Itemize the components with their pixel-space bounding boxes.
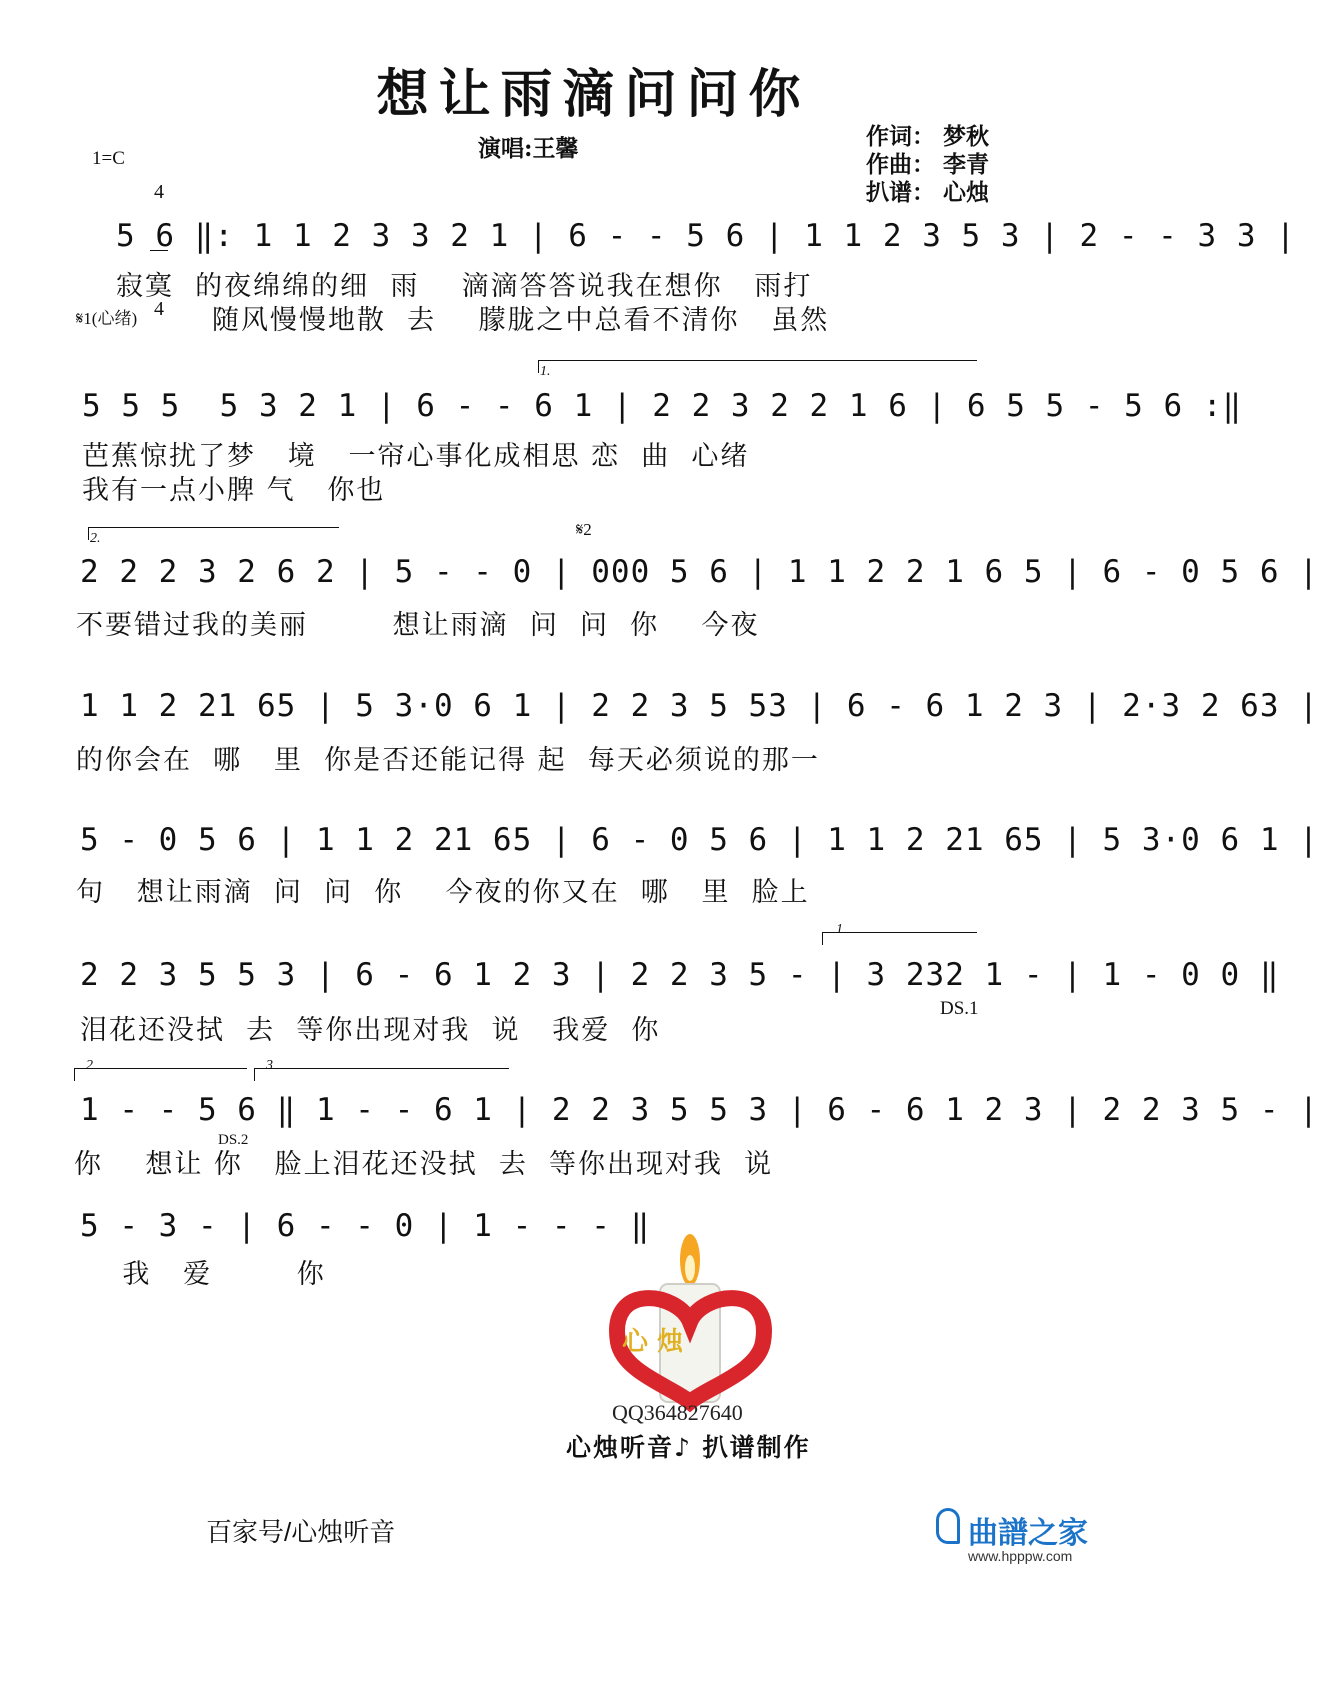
volta-number: 1. bbox=[540, 364, 551, 379]
score-row-lyrics: 的你会在 哪 里 你是否还能记得 起 每天必须说的那一 bbox=[76, 745, 820, 776]
ds-marker: DS.2 bbox=[218, 1132, 249, 1148]
score-row-lyrics: 泪花还没拭 去 等你出现对我 说 我爱 你 bbox=[80, 1015, 661, 1046]
volta-bracket bbox=[822, 932, 977, 945]
footer-text: 百家号/心烛听音 bbox=[206, 1517, 396, 1547]
key-signature: 1=C bbox=[92, 148, 125, 169]
lyricist-credit: 作词： 梦秋 bbox=[866, 123, 990, 150]
volta-bracket bbox=[88, 527, 339, 540]
volta-number: 3 bbox=[266, 1058, 273, 1073]
score-row-notes: 1 - - 5 6 ‖ 1 - - 6 1 | 2 2 3 5 5 3 | 6 - 6 1 2 3 | 2 2 3 5 - | bbox=[80, 1092, 1319, 1128]
volta-number: 2. bbox=[90, 531, 101, 546]
watermark-url: www.hpppw.com bbox=[968, 1548, 1073, 1564]
score-row-notes: 5 5 5 5 3 2 1 | 6 - - 6 1 | 2 2 3 2 2 1 6 | 6 5 5 - 5 6 :‖ bbox=[82, 388, 1243, 424]
score-row-lyrics: 我有一点小脾 气 你也 bbox=[82, 475, 386, 506]
page-title: 想让雨滴问问你 bbox=[376, 64, 811, 125]
volta-number: 2 bbox=[86, 1058, 93, 1073]
watermark-site: 曲譜之家 bbox=[968, 1517, 1088, 1550]
segno-2-label: 𝄋2 bbox=[576, 520, 592, 539]
volta-bracket bbox=[538, 360, 977, 373]
score-row-notes: 5 - 3 - | 6 - - 0 | 1 - - - ‖ bbox=[80, 1208, 651, 1244]
time-signature-top: 4 bbox=[154, 181, 164, 203]
score-row-lyrics: 不要错过我的美丽 想让雨滴 问 问 你 今夜 bbox=[76, 610, 760, 641]
time-signature-bottom: 4 bbox=[154, 298, 164, 320]
score-row-notes: 2 2 3 5 5 3 | 6 - 6 1 2 3 | 2 2 3 5 - | 3 232 1 - | 1 - 0 0 ‖ bbox=[80, 957, 1280, 993]
score-row-notes: 1 1 2 21 65 | 5 3·0 6 1 | 2 2 3 5 53 | 6 - 6 1 2 3 | 2·3 2 63 | bbox=[80, 688, 1319, 724]
score-row-lyrics: 你 想让 你 脸上泪花还没拭 去 等你出现对我 说 bbox=[74, 1149, 774, 1180]
ds-marker: DS.1 bbox=[940, 998, 979, 1019]
score-row-lyrics: 寂寞 的夜绵绵的细 雨 滴滴答答说我在想你 雨打 bbox=[116, 271, 813, 302]
score-row-lyrics: 句 想让雨滴 问 问 你 今夜的你又在 哪 里 脸上 bbox=[76, 877, 810, 908]
singer-credit: 演唱:王馨 bbox=[478, 135, 579, 162]
composer-credit: 作曲： 李青 bbox=[866, 151, 990, 178]
volta-number: 1 bbox=[836, 922, 843, 937]
score-row-notes: 5 - 0 5 6 | 1 1 2 21 65 | 6 - 0 5 6 | 1 1 2 21 65 | 5 3·0 6 1 | bbox=[80, 822, 1319, 858]
candle-logo bbox=[598, 1222, 818, 1412]
volta-bracket bbox=[254, 1068, 509, 1081]
qq-number: QQ364827640 bbox=[612, 1400, 743, 1425]
score-row-notes: 5 6 ‖: 1 1 2 3 3 2 1 | 6 - - 5 6 | 1 1 2 3 5 3 | 2 - - 3 3 | bbox=[116, 218, 1296, 254]
volta-bracket bbox=[74, 1068, 247, 1081]
score-row-lyrics: 芭蕉惊扰了梦 境 一帘心事化成相思 恋 曲 心绪 bbox=[82, 441, 750, 472]
score-row-notes: 2 2 2 3 2 6 2 | 5 - - 0 | 000 5 6 | 1 1 2 2 1 6 5 | 6 - 0 5 6 | bbox=[80, 554, 1319, 590]
site-logo-icon bbox=[936, 1508, 960, 1544]
transcription-credit: 心烛听音♪ 扒谱制作 bbox=[566, 1433, 811, 1462]
transcriber-credit: 扒谱： 心烛 bbox=[866, 179, 990, 206]
svg-text:心 烛: 心 烛 bbox=[622, 1327, 684, 1357]
score-row-lyrics: 我 爱 你 bbox=[80, 1259, 326, 1290]
segno-label: 𝄋1(心绪) bbox=[76, 309, 138, 328]
score-row-lyrics: 随风慢慢地散 去 朦胧之中总看不清你 虽然 bbox=[212, 305, 830, 336]
